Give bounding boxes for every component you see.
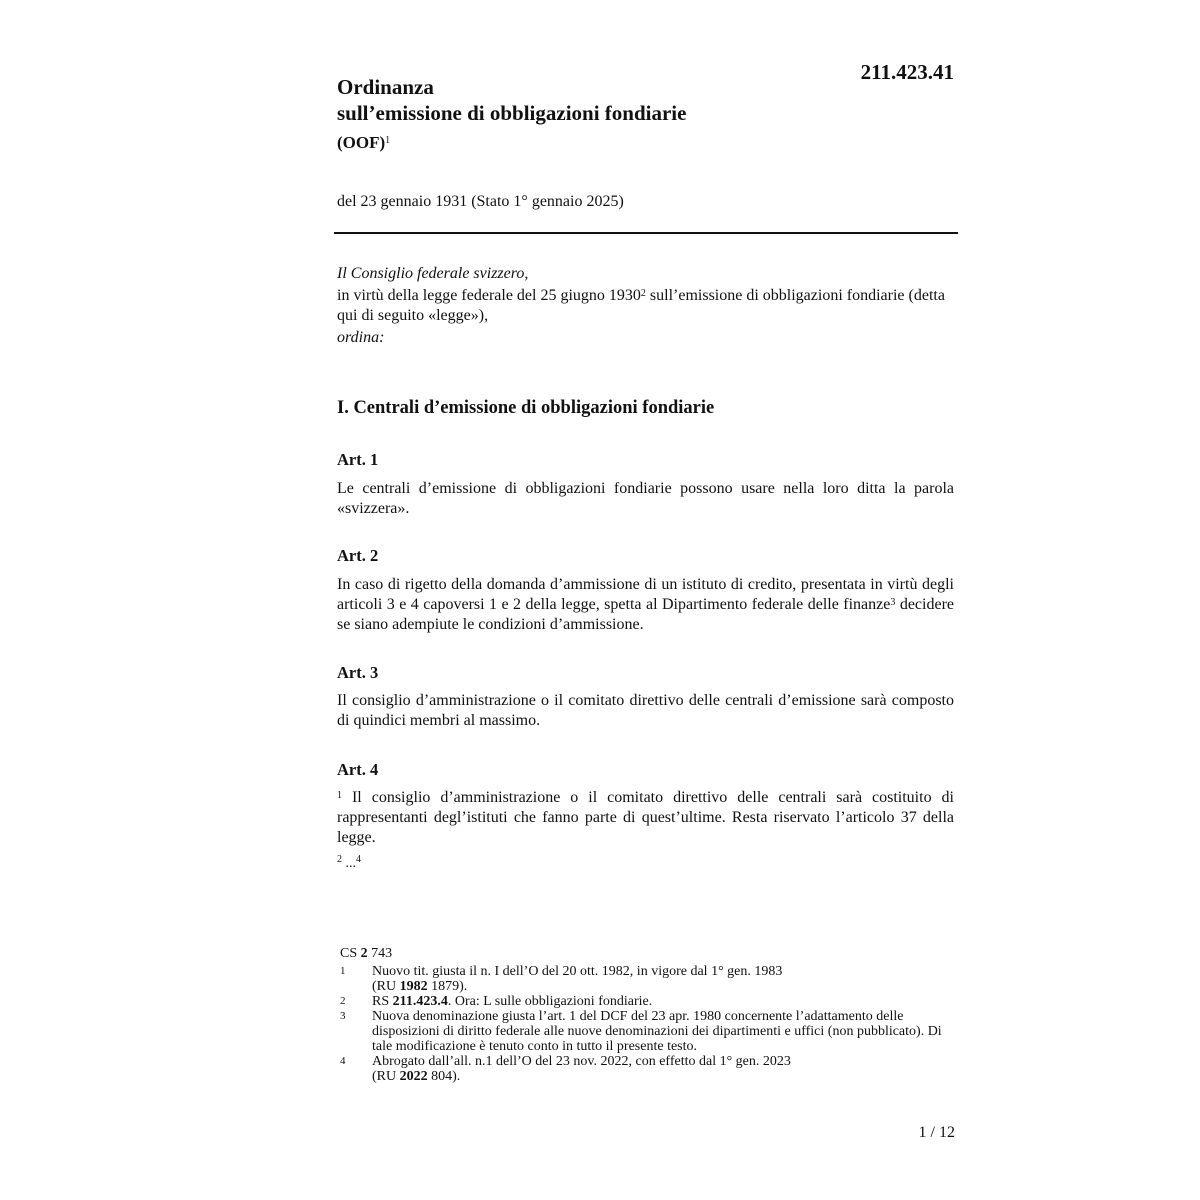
footnotes <box>340 946 960 1084</box>
article-4-para-1-text: Il consiglio d’amministrazione o il comitato direttivo delle centrali sarà costituito di rappresentanti degl’istituti che fanno parte di quest’ultime. Resta riservato l’articolo 37 della legge. <box>337 789 954 846</box>
article-2-text-a: In caso di rigetto della domanda d’ammissione di un istituto di credito, presentata in virtù degli articoli 3 e 4 capoversi 1 e 2 della legge, spetta al Dipartimento federale delle finanze <box>337 576 954 613</box>
article-3-text: Il consiglio d’amministrazione o il comitato direttivo delle centrali d’emissione sarà composto di quindici membri al massimo. <box>337 692 954 729</box>
footnote-2-number: 2 <box>340 995 346 1007</box>
article-2-title: Art. 2 <box>337 546 379 565</box>
document-title <box>337 74 686 154</box>
footnote-ref-4[interactable]: 4 <box>356 854 361 865</box>
cs-label: CS <box>340 946 361 961</box>
chapter-heading: I. Centrali d’emissione di obbligazioni fondiarie <box>337 398 715 418</box>
cs-reference <box>340 946 960 961</box>
footnote-3-text: Nuova denominazione giusta l’art. 1 del DCF del 23 apr. 1980 concernente l’adattamento delle disposizioni di diritto federale alle nuove denominazioni dei dipartimenti e uffici (non pubblicato). Di tale modificazione è tenuto conto in tutto il presente testo. <box>372 1009 942 1054</box>
footnote-4-text-b: (RU <box>372 1069 400 1084</box>
article-4-para-1 <box>337 788 954 848</box>
sr-number: 211.423.41 <box>860 60 954 84</box>
footnote-1-text-b: (RU <box>372 979 400 994</box>
footnote-1-text <box>372 964 960 994</box>
paragraph-number-1: 1 <box>337 790 342 801</box>
preamble-basis-a: in virtù della legge federale del 25 giugno 1930 <box>337 287 641 304</box>
footnote-1-number: 1 <box>340 965 346 977</box>
footnote-1 <box>340 964 960 994</box>
preamble-basis-b: sull’emissione di obbligazioni fondiarie (detta qui di seguito «legge»), <box>337 287 945 324</box>
footnote-4-number: 4 <box>340 1055 346 1067</box>
article-1-text: Le centrali d’emissione di obbligazioni fondiarie possono usare nella loro ditta la parola «svizzera». <box>337 480 954 517</box>
title-line-2: sull’emissione di obbligazioni fondiarie <box>337 101 687 125</box>
footnote-1-text-a: Nuovo tit. giusta il n. I dell’O del 20 ott. 1982, in vigore dal 1° gen. 1983 <box>372 964 783 979</box>
article-2-text-b: decidere se siano adempiute le condizioni d’ammissione. <box>337 596 955 633</box>
header-divider <box>334 232 958 234</box>
article-4-title: Art. 4 <box>337 760 379 779</box>
preamble-decree: ordina: <box>337 329 385 346</box>
preamble-authority: Il Consiglio federale svizzero, <box>337 265 529 282</box>
paragraph-number-2: 2 <box>337 854 342 865</box>
footnote-4-year: 2022 <box>399 1069 428 1084</box>
footnote-ref-2[interactable]: 2 <box>640 288 646 299</box>
footnote-4-text-a: Abrogato dall’all. n.1 dell’O del 23 nov. 2022, con effetto dal 1° gen. 2023 <box>372 1054 791 1069</box>
cs-volume: 2 <box>360 946 368 961</box>
footnote-4 <box>340 1054 960 1084</box>
preamble <box>337 264 957 350</box>
preamble-basis <box>337 286 957 326</box>
abbreviation-text: (OOF) <box>337 133 386 152</box>
footnote-2-text-b: . Ora: L sulle obbligazioni fondiarie. <box>447 994 653 1009</box>
footnote-2-text <box>372 994 960 1009</box>
article-3-title: Art. 3 <box>337 663 379 682</box>
article-4-para-2-text: ... <box>342 856 356 871</box>
article-4-para-2 <box>337 856 361 872</box>
article-1-title: Art. 1 <box>337 450 379 469</box>
article-2-text <box>337 575 954 635</box>
footnote-1-year: 1982 <box>399 979 428 994</box>
title-line-1: Ordinanza <box>337 75 434 99</box>
page-number: 1 / 12 <box>918 1124 955 1141</box>
footnote-4-text-c: 804). <box>427 1069 461 1084</box>
footnote-1-text-c: 1879). <box>427 979 468 994</box>
footnote-2 <box>340 994 960 1009</box>
footnote-3-number: 3 <box>340 1010 346 1022</box>
footnote-ref-3[interactable]: 3 <box>890 597 896 608</box>
footnote-3 <box>340 1009 960 1054</box>
footnote-2-sr: 211.423.4 <box>392 994 448 1009</box>
footnote-4-text <box>372 1054 960 1084</box>
footnote-2-text-a: RS <box>372 994 393 1009</box>
title-abbreviation <box>337 132 686 154</box>
footnote-ref-1[interactable]: 1 <box>385 135 391 146</box>
cs-page: 743 <box>367 946 393 961</box>
document-date: del 23 gennaio 1931 (Stato 1° gennaio 2025) <box>337 193 624 210</box>
